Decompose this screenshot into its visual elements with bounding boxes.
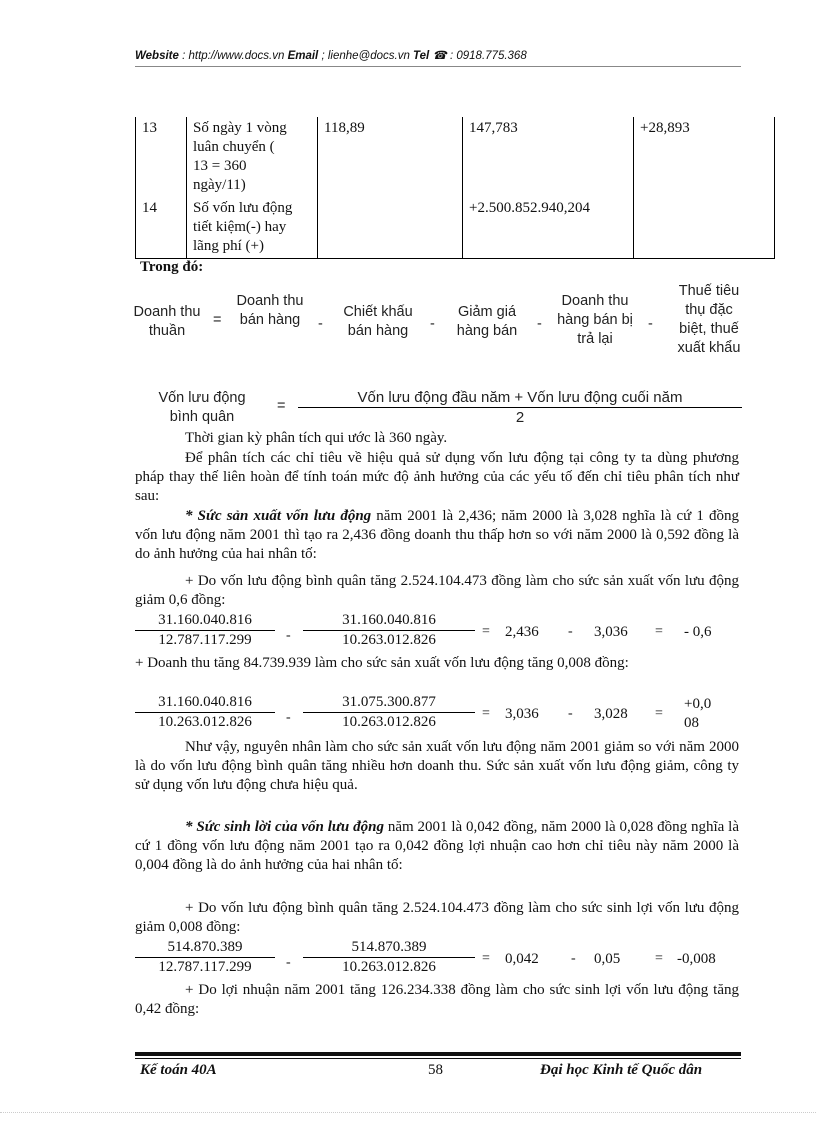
equals-sign: = — [482, 706, 490, 721]
indicator-table — [135, 117, 775, 259]
minus-sign: - — [537, 316, 542, 332]
footer-left: Kế toán 40A — [140, 1062, 217, 1078]
page-edge — [0, 1112, 816, 1113]
paragraph: + Doanh thu tăng 84.739.939 làm cho sức sản xuất vốn lưu động tăng 0,008 đồng: — [135, 655, 629, 671]
calc-final: +0,0 08 — [684, 696, 712, 731]
calc-result: 0,05 — [594, 951, 621, 967]
calc-final: - 0,6 — [684, 624, 712, 640]
section-heading: Trong đó: — [140, 259, 204, 275]
formula-term-discount: Chiết khấu bán hàng — [343, 304, 413, 339]
formula-lhs: Doanh thu thuần — [133, 304, 201, 339]
equals-sign: = — [277, 398, 286, 414]
tel-label: Tel — [413, 50, 430, 62]
table-row — [136, 117, 775, 197]
calc2-fraction-1: $\frac{31.160.040.816}{10.263.012.826}$ — [135, 694, 275, 731]
paragraph: + Do vốn lưu động bình quân tăng 2.524.104.473 đồng làm cho sức sinh lợi vốn lưu động giảm 0,008 đồng: — [135, 900, 739, 935]
value-2001: +2.500.852.940,204 — [463, 197, 634, 259]
header-divider — [135, 66, 741, 67]
calc-result: 2,436 — [505, 624, 539, 640]
equals-sign: = — [655, 951, 663, 966]
table-row — [136, 197, 775, 259]
value-2000 — [318, 197, 463, 259]
minus-sign: - — [568, 624, 573, 639]
page-header — [135, 48, 527, 62]
equals-sign: = — [655, 624, 663, 639]
row-description: Số vốn lưu động tiết kiệm(-) hay lãng phí (+) — [187, 197, 318, 259]
paragraph: + Do vốn lưu động bình quân tăng 2.524.104.473 đồng làm cho sức sản xuất vốn lưu động giảm 0,6 đồng: — [135, 573, 739, 608]
formula-term-taxes: Thuế tiêu thụ đặc biệt, thuế xuất khẩu — [677, 283, 741, 356]
paragraph: * Sức sinh lời của vốn lưu động năm 2001 là 0,042 đồng, năm 2000 là 0,028 đồng nghĩa là cứ 1 đồng vốn lưu động năm 2001 tạo ra 0,042 đồng lợi nhuận cao hơn chỉ tiêu này năm 2000 là 0,004 đồng là do ảnh hưởng của hai nhân tố: — [135, 819, 740, 873]
calc3-fraction-1: $\frac{514.870.389}{12.787.117.299}$ — [135, 939, 275, 976]
calc1-fraction-2: $\frac{31.160.040.816}{10.263.012.826}$ — [303, 612, 475, 649]
formula-term-price-reduction: Giảm giá hàng bán — [456, 304, 518, 339]
formula-term-gross-revenue: Doanh thu bán hàng — [236, 293, 304, 328]
value-diff: +28,893 — [634, 117, 775, 197]
minus-sign: - — [571, 951, 576, 966]
calc1-fraction-1: $\frac{31.160.040.816}{12.787.117.299}$ — [135, 612, 275, 649]
footer-right: Đại học Kinh tế Quốc dân — [540, 1062, 703, 1078]
calc-result: 3,036 — [594, 624, 628, 640]
value-2001: 147,783 — [463, 117, 634, 197]
minus-sign: - — [286, 710, 291, 725]
page-number: 58 — [428, 1062, 443, 1078]
fraction-denominator: 2 — [515, 409, 525, 426]
calc-final: -0,008 — [677, 951, 716, 967]
website-label: Website — [135, 50, 179, 62]
email-label: Email — [287, 50, 319, 62]
minus-sign: - — [286, 628, 291, 643]
paragraph: Thời gian kỳ phân tích qui ước là 360 ngày. — [185, 430, 448, 446]
minus-sign: - — [430, 316, 435, 332]
website-link[interactable]: : http://www.docs.vn — [182, 50, 285, 62]
paragraph: Để phân tích các chỉ tiêu về hiệu quả sử dụng vốn lưu động tại công ty ta dùng phương pháp thay thế liên hoàn để tính toán mức độ ảnh hưởng của các yếu tố đến chỉ tiêu phân tích như sau: — [135, 450, 739, 504]
paragraph: Như vậy, nguyên nhân làm cho sức sản xuất vốn lưu động năm 2001 giảm so với năm 2000 là do vốn lưu động bình quân tăng nhiều hơn doanh thu. Sức sản xuất vốn lưu động giảm, công ty sử dụng vốn lưu động chưa hiệu quả. — [135, 739, 739, 793]
value-diff — [634, 197, 775, 259]
equals-sign: = — [655, 706, 663, 721]
equals-sign: = — [213, 312, 222, 328]
row-number: 14 — [136, 197, 187, 259]
formula2-lhs: Vốn lưu động bình quân — [158, 390, 246, 425]
minus-sign: - — [568, 706, 573, 721]
row-number: 13 — [136, 117, 187, 197]
calc-result: 3,036 — [505, 706, 539, 722]
equals-sign: = — [482, 624, 490, 639]
calc-result: 3,028 — [594, 706, 628, 722]
tel-value: : 0918.775.368 — [449, 50, 527, 62]
paragraph: * Sức sản xuất vốn lưu động năm 2001 là 2,436; năm 2000 là 3,028 nghĩa là cứ 1 đồng vốn lưu động năm 2001 thì tạo ra 2,436 đồng doanh thu thấp hơn so với năm 2000 là 0,592 đồng là do ảnh hưởng của hai nhân tố: — [135, 508, 739, 562]
calc-result: 0,042 — [505, 951, 539, 967]
row-description: Số ngày 1 vòng luân chuyển ( 13 = 360 ngày/11) — [187, 117, 318, 197]
calc3-fraction-2: $\frac{514.870.389}{10.263.012.826}$ — [303, 939, 475, 976]
footer-divider — [135, 1058, 741, 1059]
calc2-fraction-2: $\frac{31.075.300.877}{10.263.012.826}$ — [303, 694, 475, 731]
minus-sign: - — [648, 316, 653, 332]
footer-divider — [135, 1052, 741, 1056]
equals-sign: = — [482, 951, 490, 966]
minus-sign: - — [286, 955, 291, 970]
phone-icon: ☎ — [432, 50, 447, 62]
value-2000: 118,89 — [318, 117, 463, 197]
email-link[interactable]: ; lienhe@docs.vn — [321, 50, 410, 62]
minus-sign: - — [318, 316, 323, 332]
formula2-fraction — [298, 389, 742, 426]
fraction-numerator: Vốn lưu động đầu năm + Vốn lưu động cuối năm — [298, 389, 742, 408]
paragraph: + Do lợi nhuận năm 2001 tăng 126.234.338 đồng làm cho sức sinh lợi vốn lưu động tăng 0,42 đồng: — [135, 982, 739, 1017]
formula-term-returns: Doanh thu hàng bán bị trả lại — [557, 293, 633, 347]
